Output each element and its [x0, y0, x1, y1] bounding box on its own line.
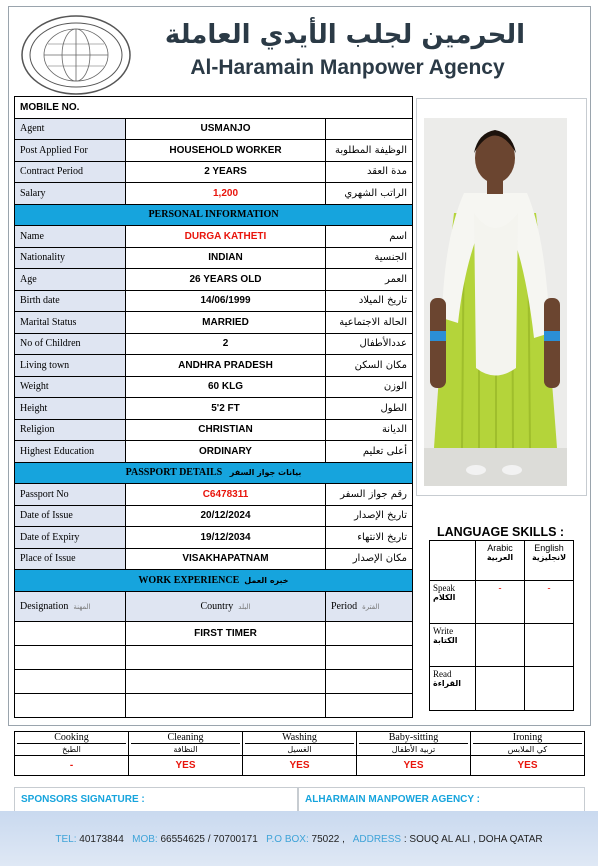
agency-title: Al-Haramain Manpower Agency — [190, 56, 505, 79]
passport-number-value: C6478311 — [126, 484, 326, 506]
field-label: Contract Period — [15, 161, 126, 183]
work-skills-table — [14, 731, 585, 776]
read-arabic-value — [476, 667, 525, 711]
work-row — [15, 669, 413, 693]
lang-col-label: English — [534, 543, 564, 553]
section-title-ar: بيانات جواز السفر — [229, 468, 302, 478]
work-period — [326, 693, 413, 717]
field-value: 60 KLG — [126, 376, 326, 398]
field-label: Place of Issue — [15, 548, 126, 570]
work-designation — [15, 645, 126, 669]
skill-ironing — [471, 732, 585, 756]
work-header-row — [15, 591, 413, 621]
field-label-ar: مكان السكن — [326, 355, 413, 377]
field-label: Religion — [15, 419, 126, 441]
field-value: VISAKHAPATNAM — [126, 548, 326, 570]
field-value: CHRISTIAN — [126, 419, 326, 441]
field-value: HOUSEHOLD WORKER — [126, 140, 326, 162]
col-label: Country — [200, 600, 234, 612]
work-period — [326, 645, 413, 669]
speak-english-value: - — [525, 581, 574, 624]
lang-corner — [430, 541, 476, 581]
field-value: ANDHRA PRADESH — [126, 355, 326, 377]
col-label: Period — [331, 600, 358, 612]
work-row — [15, 621, 413, 645]
skill-label-ar: الغسيل — [245, 743, 354, 755]
row-date-of-issue — [15, 505, 413, 527]
lang-row-speak — [430, 581, 476, 624]
field-label-ar: عددالأطفال — [326, 333, 413, 355]
washing-value: YES — [243, 756, 357, 776]
speak-arabic-value: - — [476, 581, 525, 624]
mob-label: MOB: — [132, 834, 158, 845]
lang-row-label: Write — [433, 626, 454, 636]
lang-row-label-ar: القراءة — [433, 679, 462, 688]
work-period — [326, 669, 413, 693]
row-agent — [15, 118, 413, 140]
address-label: ADDRESS — [352, 834, 402, 845]
lang-col-arabic — [476, 541, 525, 581]
agency-title-arabic: الحرمين لجلب الأيدي العاملة — [164, 20, 526, 50]
skill-cleaning — [129, 732, 243, 756]
col-country — [126, 591, 326, 621]
field-value: 5'2 FT — [126, 398, 326, 420]
section-passport-details — [15, 462, 413, 484]
skill-cooking — [15, 732, 129, 756]
skill-label-ar: الطبخ — [17, 743, 126, 755]
field-value: ORDINARY — [126, 441, 326, 463]
row-nationality — [15, 247, 413, 269]
tel-value: 40173844 — [79, 834, 124, 845]
ironing-value: YES — [471, 756, 585, 776]
row-salary — [15, 183, 413, 205]
lang-row-write — [430, 624, 476, 667]
section-title: WORK EXPERIENCE — [138, 574, 240, 586]
skill-washing — [243, 732, 357, 756]
sponsor-signature-label: SPONSORS SIGNATURE : — [14, 787, 298, 811]
address-value: : SOUQ AL ALI , DOHA QATAR — [403, 834, 543, 845]
row-passport-no — [15, 484, 413, 506]
lang-col-label-ar: العربية — [486, 553, 514, 562]
field-label-ar: الوظيفة المطلوبة — [326, 140, 413, 162]
field-label-ar: مكان الإصدار — [326, 548, 413, 570]
field-label-ar: رقم جواز السفر — [326, 484, 413, 506]
field-label-ar: الطول — [326, 398, 413, 420]
row-post — [15, 140, 413, 162]
pobox-value: 75022 , — [311, 834, 345, 845]
row-name — [15, 226, 413, 248]
work-country — [126, 693, 326, 717]
field-label: Passport No — [15, 484, 126, 506]
read-english-value — [525, 667, 574, 711]
skill-label: Cleaning — [167, 732, 204, 743]
col-label-ar: الفترة — [362, 602, 380, 611]
col-label-ar: المهنة — [73, 602, 91, 611]
row-marital-status — [15, 312, 413, 334]
lang-row-label-ar: الكتابة — [433, 636, 458, 645]
field-label-ar: تاريخ الانتهاء — [326, 527, 413, 549]
field-label: No of Children — [15, 333, 126, 355]
field-label: Post Applied For — [15, 140, 126, 162]
skill-label-ar: النظافة — [131, 743, 240, 755]
lang-row-read — [430, 667, 476, 711]
field-label: Salary — [15, 183, 126, 205]
field-value: USMANJO — [126, 118, 326, 140]
name-value: DURGA KATHETI — [126, 226, 326, 248]
row-height — [15, 398, 413, 420]
agency-signature-label: ALHARMAIN MANPOWER AGENCY : — [298, 787, 585, 811]
skill-baby-sitting — [357, 732, 471, 756]
field-label-ar: الوزن — [326, 376, 413, 398]
cooking-value: - — [15, 756, 129, 776]
work-country — [126, 645, 326, 669]
field-label: Highest Education — [15, 441, 126, 463]
lang-row-label: Read — [433, 669, 452, 679]
contact-footer — [0, 811, 598, 866]
field-value: 26 YEARS OLD — [126, 269, 326, 291]
field-value: 14/06/1999 — [126, 290, 326, 312]
field-label-ar: أعلى تعليم — [326, 441, 413, 463]
field-label: Weight — [15, 376, 126, 398]
section-title: PASSPORT DETAILS — [125, 467, 223, 479]
globe-logo-icon — [20, 14, 132, 96]
work-row — [15, 645, 413, 669]
field-label: Marital Status — [15, 312, 126, 334]
language-skills-table — [429, 540, 574, 711]
work-designation — [15, 621, 126, 645]
row-children — [15, 333, 413, 355]
lang-row-label-ar: الكلام — [433, 593, 456, 602]
mob-value: 66554625 / 70700171 — [160, 834, 258, 845]
field-label-ar: الديانة — [326, 419, 413, 441]
skill-label: Washing — [282, 732, 317, 743]
work-period — [326, 621, 413, 645]
field-label-ar — [326, 118, 413, 140]
row-contract — [15, 161, 413, 183]
row-education — [15, 441, 413, 463]
field-label-ar: الجنسية — [326, 247, 413, 269]
applicant-photo — [424, 118, 567, 486]
applicant-form — [14, 96, 413, 718]
field-value: 19/12/2034 — [126, 527, 326, 549]
field-label: Living town — [15, 355, 126, 377]
row-living-town — [15, 355, 413, 377]
skill-label: Ironing — [512, 732, 543, 743]
row-place-of-issue — [15, 548, 413, 570]
field-label: Age — [15, 269, 126, 291]
field-label-ar: تاريخ الإصدار — [326, 505, 413, 527]
section-personal-information: PERSONAL INFORMATION — [15, 204, 413, 226]
field-label: Height — [15, 398, 126, 420]
work-designation — [15, 669, 126, 693]
field-label-ar: مدة العقد — [326, 161, 413, 183]
work-designation — [15, 693, 126, 717]
pobox-label: P.O BOX: — [266, 834, 309, 845]
section-work-experience — [15, 570, 413, 592]
field-label-ar: الراتب الشهري — [326, 183, 413, 205]
lang-row-label: Speak — [433, 583, 455, 593]
col-label: Designation — [20, 600, 69, 612]
field-value: MARRIED — [126, 312, 326, 334]
skill-label-ar: كي الملابس — [473, 743, 582, 755]
skill-label: Baby-sitting — [388, 732, 439, 743]
baby-sitting-value: YES — [357, 756, 471, 776]
field-label: Date of Expiry — [15, 527, 126, 549]
field-label: Date of Issue — [15, 505, 126, 527]
row-birth-date — [15, 290, 413, 312]
col-label-ar: البلد — [238, 602, 251, 611]
col-designation — [15, 591, 126, 621]
tel-label: TEL: — [55, 834, 77, 845]
lang-col-english — [525, 541, 574, 581]
row-weight — [15, 376, 413, 398]
field-label-ar: اسم — [326, 226, 413, 248]
skill-label: Cooking — [54, 732, 89, 743]
field-label: Name — [15, 226, 126, 248]
skill-label-ar: تربية الأطفال — [359, 743, 468, 755]
field-label: Nationality — [15, 247, 126, 269]
mobile-label: MOBILE NO. — [15, 97, 413, 119]
field-label: Agent — [15, 118, 126, 140]
write-arabic-value — [476, 624, 525, 667]
write-english-value — [525, 624, 574, 667]
cleaning-value: YES — [129, 756, 243, 776]
row-age — [15, 269, 413, 291]
row-date-of-expiry — [15, 527, 413, 549]
col-period — [326, 591, 413, 621]
field-value: INDIAN — [126, 247, 326, 269]
lang-col-label-ar: لانجليزية — [531, 553, 567, 562]
work-country — [126, 669, 326, 693]
row-religion — [15, 419, 413, 441]
field-label-ar: الحالة الاجتماعية — [326, 312, 413, 334]
section-title-ar: خبره العمل — [244, 575, 289, 585]
work-country: FIRST TIMER — [126, 621, 326, 645]
salary-value: 1,200 — [126, 183, 326, 205]
language-skills-title: LANGUAGE SKILLS : — [437, 525, 565, 539]
lang-col-label: Arabic — [487, 543, 513, 553]
field-value: 2 — [126, 333, 326, 355]
field-label-ar: العمر — [326, 269, 413, 291]
field-label: Birth date — [15, 290, 126, 312]
field-value: 20/12/2024 — [126, 505, 326, 527]
work-row — [15, 693, 413, 717]
field-label-ar: تاريخ الميلاد — [326, 290, 413, 312]
field-value: 2 YEARS — [126, 161, 326, 183]
